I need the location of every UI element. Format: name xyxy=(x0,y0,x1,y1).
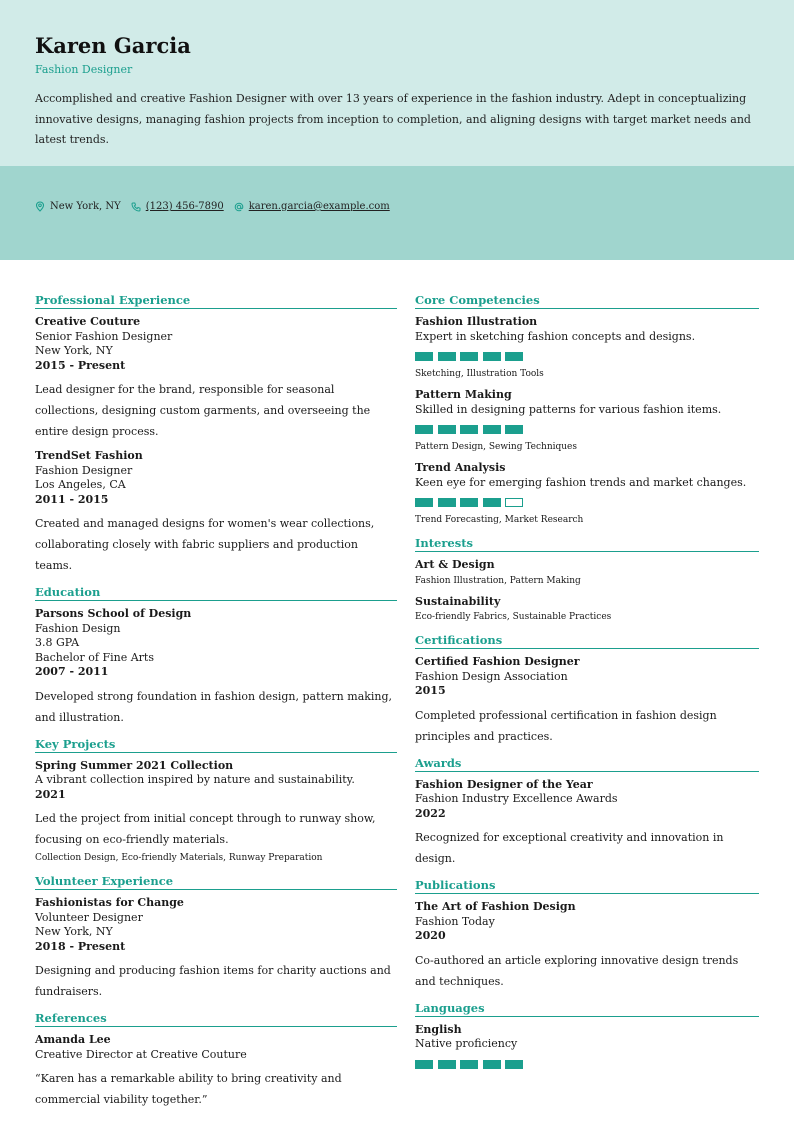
level-segment-filled xyxy=(438,352,456,361)
school-name: Parsons School of Design xyxy=(35,607,192,620)
certification-description: Completed professional certification in fashion design principles and practices. xyxy=(415,708,717,743)
summary-text: Accomplished and creative Fashion Designer with over 13 years of experience in the fashion industry. Adept in conceptualizing innovative designs, managing fashion projects from inception to completion, and aligning designs with target market needs and latest trends. xyxy=(35,92,751,146)
reference-position: Creative Director at Creative Couture xyxy=(35,1047,247,1061)
level-segment-filled xyxy=(505,352,523,361)
level-segment-filled xyxy=(415,1060,433,1069)
level-segment-filled xyxy=(505,1060,523,1069)
section-title: Core Competencies xyxy=(415,293,759,309)
volunteer-entry xyxy=(35,896,397,1002)
location-text: New York, NY xyxy=(50,201,121,212)
language-entry xyxy=(415,1023,759,1069)
level-segment-filled xyxy=(460,1060,478,1069)
job-description: Lead designer for the brand, responsible for seasonal collections, designing custom garments, and overseeing the entire design process. xyxy=(35,383,371,438)
reference-quote: “Karen has a remarkable ability to bring creativity and commercial viability together.” xyxy=(35,1072,342,1106)
education-description: Developed strong foundation in fashion design, pattern making, and illustration. xyxy=(35,689,393,724)
education-entry xyxy=(35,607,397,728)
level-segment-filled xyxy=(438,425,456,434)
level-segment-filled xyxy=(483,1060,501,1069)
skill-name: Pattern Making xyxy=(415,388,512,401)
level-segment-filled xyxy=(460,498,478,507)
skill-level-bars xyxy=(415,498,759,507)
certification-name: Certified Fashion Designer xyxy=(415,655,580,668)
interest-keywords: Fashion Illustration, Pattern Making xyxy=(415,575,581,586)
section-title: Certifications xyxy=(415,633,759,649)
contact-row xyxy=(35,201,400,212)
languages-section xyxy=(415,1001,759,1069)
interest-entry xyxy=(415,595,759,625)
skill-entry xyxy=(415,461,759,527)
skill-name: Fashion Illustration xyxy=(415,315,538,328)
volunteer-section xyxy=(35,874,397,1002)
interest-keywords: Eco-friendly Fabrics, Sustainable Practices xyxy=(415,612,612,622)
level-segment-filled xyxy=(483,498,501,507)
level-segment-filled xyxy=(483,425,501,434)
publication-description: Co-authored an article exploring innovative design trends and techniques. xyxy=(415,953,739,988)
award-year: 2022 xyxy=(415,806,446,820)
section-title: Education xyxy=(35,585,397,601)
email-link[interactable]: karen.garcia@example.com xyxy=(248,201,390,212)
experience-entry xyxy=(35,449,397,576)
level-segment-filled xyxy=(438,1060,456,1069)
job-dates: 2015 - Present xyxy=(35,358,126,372)
certification-entry xyxy=(415,655,759,747)
experience-entry xyxy=(35,315,397,442)
field-of-study: Fashion Design xyxy=(35,621,121,635)
skill-level-bars xyxy=(415,352,759,361)
award-entry xyxy=(415,778,759,870)
skill-name: Trend Analysis xyxy=(415,461,506,474)
degree: Bachelor of Fine Arts xyxy=(35,650,154,664)
volunteer-description: Designing and producing fashion items for charity auctions and fundraisers. xyxy=(35,964,391,998)
certifications-section xyxy=(415,633,759,747)
level-segment-empty xyxy=(505,498,523,507)
skill-description: Expert in sketching fashion concepts and designs. xyxy=(415,329,696,343)
company-name: Creative Couture xyxy=(35,315,141,328)
level-segment-filled xyxy=(483,352,501,361)
project-description: Led the project from initial concept through to runway show, focusing on eco-friendly materials. xyxy=(35,812,376,846)
map-pin-icon xyxy=(35,201,45,212)
publication-name: The Art of Fashion Design xyxy=(415,900,576,913)
award-name: Fashion Designer of the Year xyxy=(415,777,593,791)
reference-entry xyxy=(35,1033,397,1110)
header-section xyxy=(0,0,794,166)
experience-section xyxy=(35,293,397,576)
project-tags: Collection Design, Eco-friendly Materials, Runway Preparation xyxy=(35,853,323,863)
references-section xyxy=(35,1011,397,1110)
awards-section xyxy=(415,756,759,870)
level-segment-filled xyxy=(460,425,478,434)
section-title: Interests xyxy=(415,536,759,552)
skill-keywords: Sketching, Illustration Tools xyxy=(415,369,544,379)
language-name: English xyxy=(415,1022,462,1036)
section-title: Professional Experience xyxy=(35,293,397,309)
section-title: References xyxy=(35,1011,397,1027)
reference-name: Amanda Lee xyxy=(35,1033,111,1046)
company-name: TrendSet Fashion xyxy=(35,449,143,462)
skill-level-bars xyxy=(415,425,759,434)
section-title: Key Projects xyxy=(35,737,397,753)
project-year: 2021 xyxy=(35,787,66,801)
job-role: Fashion Designer xyxy=(35,463,133,477)
skill-keywords: Pattern Design, Sewing Techniques xyxy=(415,442,577,452)
award-issuer: Fashion Industry Excellence Awards xyxy=(415,792,618,805)
skill-entry xyxy=(415,388,759,454)
language-level-bars xyxy=(415,1060,759,1069)
projects-section xyxy=(35,737,397,866)
volunteer-role: Volunteer Designer xyxy=(35,910,143,924)
phone-link[interactable]: (123) 456-7890 xyxy=(145,201,224,212)
level-segment-filled xyxy=(460,352,478,361)
section-title: Awards xyxy=(415,756,759,772)
job-description: Created and managed designs for women's wear collections, collaborating closely with fabric suppliers and production teams. xyxy=(35,517,375,572)
contact-location xyxy=(35,201,121,212)
level-segment-filled xyxy=(505,425,523,434)
right-column xyxy=(415,293,759,1078)
certification-issuer: Fashion Design Association xyxy=(415,669,568,683)
job-dates: 2011 - 2015 xyxy=(35,492,109,506)
language-fluency: Native proficiency xyxy=(415,1037,518,1050)
interest-entry xyxy=(415,558,759,588)
level-segment-filled xyxy=(415,352,433,361)
education-dates: 2007 - 2011 xyxy=(35,665,109,678)
section-title: Languages xyxy=(415,1001,759,1017)
project-name: Spring Summer 2021 Collection xyxy=(35,758,234,772)
publication-year: 2020 xyxy=(415,929,446,942)
publication-publisher: Fashion Today xyxy=(415,914,495,928)
publication-entry xyxy=(415,900,759,992)
section-title: Publications xyxy=(415,878,759,894)
gpa: 3.8 GPA xyxy=(35,636,80,649)
job-location: Los Angeles, CA xyxy=(35,478,126,491)
certification-year: 2015 xyxy=(415,684,446,697)
award-description: Recognized for exceptional creativity and innovation in design. xyxy=(415,831,724,865)
interest-name: Art & Design xyxy=(415,558,495,571)
publications-section xyxy=(415,878,759,992)
project-summary: A vibrant collection inspired by nature and sustainability. xyxy=(35,773,355,786)
volunteer-location: New York, NY xyxy=(35,925,113,938)
candidate-title: Fashion Designer xyxy=(35,63,133,76)
phone-icon xyxy=(131,202,141,212)
skill-entry xyxy=(415,315,759,381)
left-column xyxy=(35,293,397,1119)
skill-keywords: Trend Forecasting, Market Research xyxy=(415,515,584,525)
contact-email[interactable] xyxy=(234,201,390,212)
section-title: Volunteer Experience xyxy=(35,874,397,890)
skill-description: Keen eye for emerging fashion trends and market changes. xyxy=(415,475,747,489)
level-segment-filled xyxy=(415,498,433,507)
candidate-name: Karen Garcia xyxy=(35,33,191,58)
competencies-section xyxy=(415,293,759,527)
interest-name: Sustainability xyxy=(415,594,501,608)
level-segment-filled xyxy=(415,425,433,434)
job-role: Senior Fashion Designer xyxy=(35,329,173,343)
contact-phone[interactable] xyxy=(131,201,224,212)
education-section xyxy=(35,585,397,728)
project-entry xyxy=(35,759,397,866)
contact-bar xyxy=(0,166,794,260)
job-location: New York, NY xyxy=(35,344,113,357)
interests-section xyxy=(415,536,759,624)
at-sign-icon xyxy=(234,202,244,212)
level-segment-filled xyxy=(438,498,456,507)
volunteer-dates: 2018 - Present xyxy=(35,939,126,953)
volunteer-org: Fashionistas for Change xyxy=(35,896,184,909)
skill-description: Skilled in designing patterns for various fashion items. xyxy=(415,402,722,416)
